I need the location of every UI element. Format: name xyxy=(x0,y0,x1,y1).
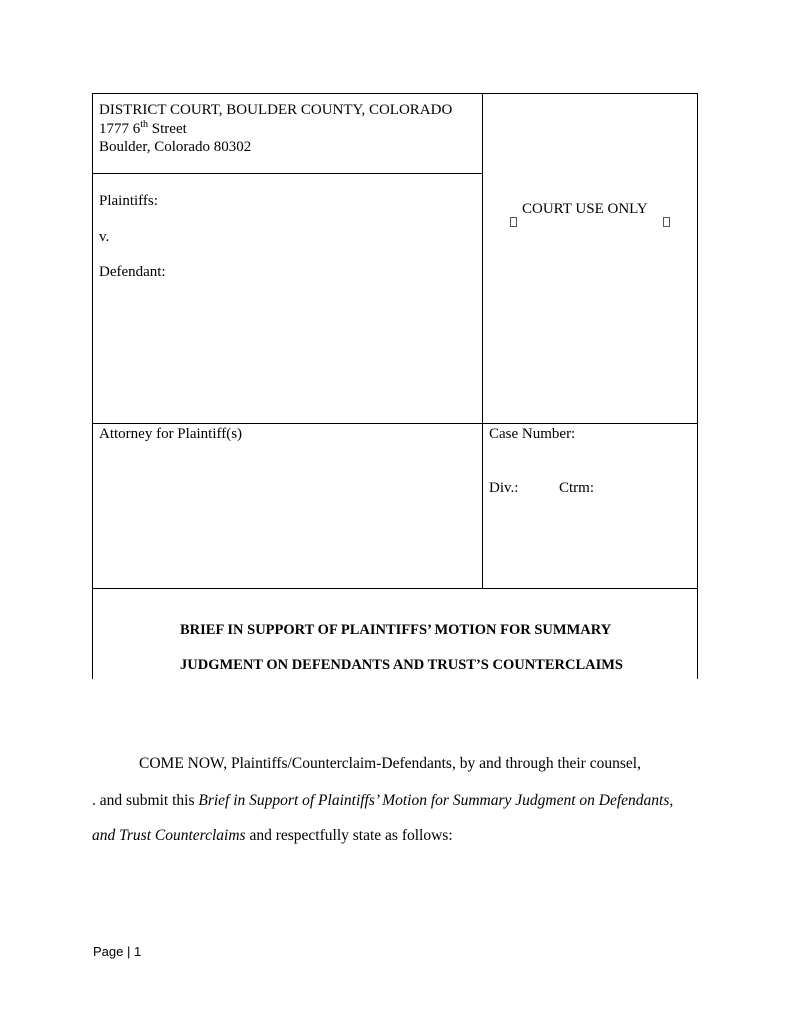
street-number: 1777 6 xyxy=(99,121,141,137)
page-footer xyxy=(93,944,141,959)
plaintiffs-label: Plaintiffs: xyxy=(99,193,158,209)
caption-divider-attorney xyxy=(92,423,698,424)
court-use-only-label: COURT USE ONLY xyxy=(522,201,648,217)
court-name: DISTRICT COURT, BOULDER COUNTY, COLORADO xyxy=(99,102,453,118)
case-number-label: Case Number: xyxy=(489,426,576,442)
page-number: 1 xyxy=(134,944,142,959)
caption-divider-court xyxy=(92,173,483,174)
caption-border-left xyxy=(92,93,93,679)
body-opening: COME NOW, Plaintiffs/Counterclaim-Defendants, by and through their counsel, xyxy=(139,755,641,772)
counterclaims-italic: and Trust Counterclaims xyxy=(92,827,246,844)
box-glyph-icon xyxy=(510,217,517,227)
courtroom-label: Ctrm: xyxy=(559,480,595,496)
street-name: Street xyxy=(148,121,187,137)
caption-border-top xyxy=(92,93,698,94)
box-glyph-icon xyxy=(663,217,670,227)
document-title-line1: BRIEF IN SUPPORT OF PLAINTIFFS’ MOTION FOR SUMMARY xyxy=(180,622,612,638)
brief-title-italic: Brief in Support of Plaintiffs’ Motion for Summary Judgment on Defendants xyxy=(198,792,670,809)
page-label: Page xyxy=(93,944,124,959)
caption-divider-vertical xyxy=(482,93,483,589)
body-line2-suffix: , xyxy=(669,792,674,809)
division-label: Div.: xyxy=(489,480,519,496)
page-separator: | xyxy=(127,944,131,959)
caption-divider-title xyxy=(92,588,698,589)
caption-border-right xyxy=(697,93,698,679)
body-line-1 xyxy=(139,755,745,773)
versus-label: v. xyxy=(99,229,110,245)
body-line-2 xyxy=(92,792,698,810)
body-line3-suffix: and respectfully state as follows: xyxy=(245,827,453,844)
case-caption-table xyxy=(92,93,698,679)
body-line2-prefix: . and submit this xyxy=(92,792,199,809)
attorney-label: Attorney for Plaintiff(s) xyxy=(99,426,243,442)
court-street xyxy=(99,120,187,138)
court-city: Boulder, Colorado 80302 xyxy=(99,139,252,155)
document-title-line2: JUDGMENT ON DEFENDANTS AND TRUST’S COUNTERCLAIMS xyxy=(180,657,623,673)
defendant-label: Defendant: xyxy=(99,264,166,280)
body-line-3 xyxy=(92,827,698,845)
street-ordinal: th xyxy=(140,119,149,130)
